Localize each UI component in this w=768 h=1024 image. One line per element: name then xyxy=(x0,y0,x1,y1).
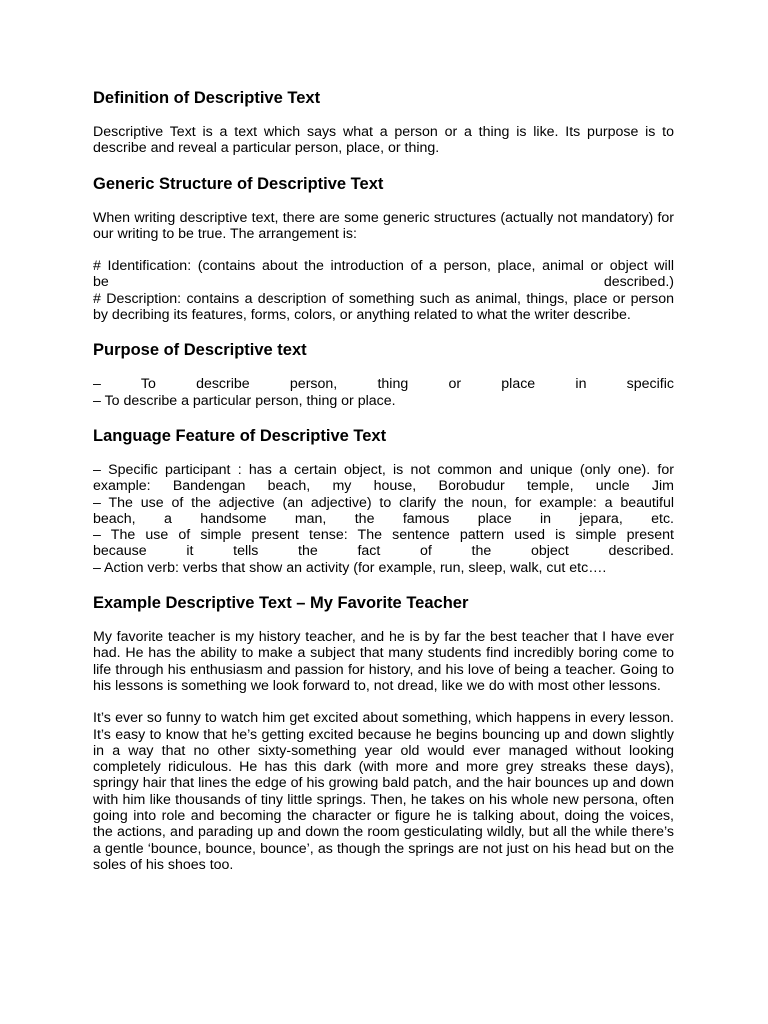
heading-generic-structure: Generic Structure of Descriptive Text xyxy=(93,174,384,193)
language-line-6: because it tells the fact of the object described. xyxy=(93,543,674,560)
purpose-item-1: – To describe person, thing or place in specific xyxy=(93,376,674,393)
description-paragraph: # Description: contains a description of something such as animal, things, place or person by decribing its features, forms, colors, or anything related to what the writer describe. xyxy=(93,290,674,324)
example-paragraph-1: My favorite teacher is my history teacher, and he is by far the best teacher that I have ever had. He has the ability to make a subject that many students find incredibly boring come to life through his enthusiasm and passion for history, and his love of being a teacher. Going to his lessons is something we look forward to, not dread, like we do with most other lessons. xyxy=(93,629,674,694)
language-line-4: beach, a handsome man, the famous place in jepara, etc. xyxy=(93,510,674,527)
language-line-5: – The use of simple present tense: The sentence pattern used is simple present xyxy=(93,527,674,544)
identification-word-described: described.) xyxy=(603,274,674,291)
language-line-1: – Specific participant : has a certain object, is not common and unique (only one). for xyxy=(93,461,674,478)
heading-purpose: Purpose of Descriptive text xyxy=(93,341,307,360)
identification-word-be: be xyxy=(93,274,109,291)
language-line-2: example: Bandengan beach, my house, Borobudur temple, uncle Jim xyxy=(93,478,674,495)
heading-language-feature: Language Feature of Descriptive Text xyxy=(93,426,387,445)
purpose-item-2: – To describe a particular person, thing or place. xyxy=(93,392,396,409)
heading-example: Example Descriptive Text – My Favorite Teacher xyxy=(93,594,469,613)
document-page xyxy=(93,88,674,873)
heading-definition: Definition of Descriptive Text xyxy=(93,89,321,107)
definition-paragraph: Descriptive Text is a text which says what a person or a thing is like. Its purpose is to describe and reveal a particular person, place, or thing. xyxy=(93,124,674,157)
example-paragraph-2: It’s ever so funny to watch him get excited about something, which happens in every lesson. It’s easy to know that he’s getting excited because he begins bouncing up and down slightly in a way that no other sixty-something year old would ever managed without looking completely ridiculous. He has this dark (with more and more grey streaks these days), springy hair that lines the edge of his growing bald patch, and the hair bounces up and down with him like thousands of tiny little springs. Then, he takes on his whole new persona, often going into role and becoming the character or figure he is talking about, doing the voices, the actions, and parading up and down the room gesticulating wildly, but all the while there’s a gentle ‘bounce, bounce, bounce’, as though the springs are not just on his head but on the soles of his shoes too. xyxy=(93,710,674,873)
language-line-7: – Action verb: verbs that show an activity (for example, run, sleep, walk, cut etc…. xyxy=(93,559,607,576)
structure-intro-paragraph: When writing descriptive text, there are some generic structures (actually not mandatory) for our writing to be true. The arrangement is: xyxy=(93,209,674,242)
identification-line: # Identification: (contains about the introduction of a person, place, animal or object will xyxy=(93,258,674,275)
identification-line-continued xyxy=(93,274,674,290)
language-line-3: – The use of the adjective (an adjective) to clarify the noun, for example: a beautiful xyxy=(93,494,674,511)
